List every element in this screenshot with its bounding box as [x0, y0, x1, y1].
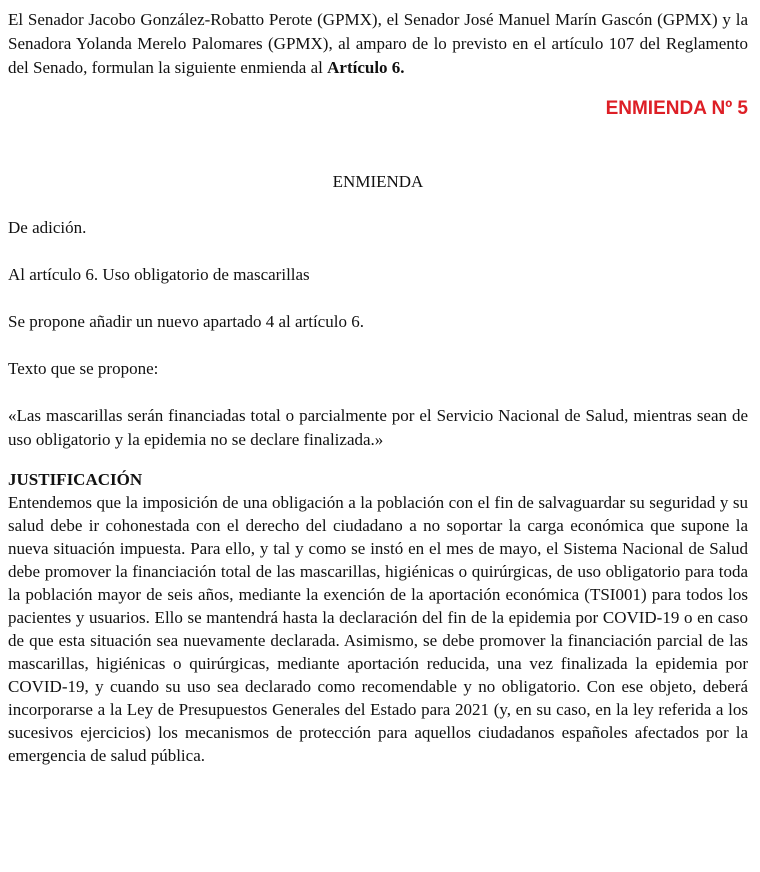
addition-type-line: De adición. — [8, 218, 87, 237]
amendment-number-heading: ENMIENDA Nº 5 — [605, 98, 748, 119]
proposed-text-quote: «Las mascarillas serán financiadas total o parcialmente por el Servicio Nacional de Salud, mientras sean de uso obligatorio y la epidemia no se declare finalizada.» — [8, 406, 748, 449]
proposed-text-label: Texto que se propone: — [8, 359, 159, 378]
enmienda-section-heading: ENMIENDA — [332, 172, 424, 191]
intro-bold-article-reference: Artículo 6. — [327, 58, 405, 77]
article-reference-line: Al artículo 6. Uso obligatorio de mascarillas — [8, 265, 310, 284]
intro-text: El Senador Jacobo González-Robatto Perote (GPMX), el Senador José Manuel Marín Gascón (GPMX) y la Senadora Yolanda Merelo Palomares (GPMX), al amparo de lo previsto en el artículo 107 del Reglamento del Senado, formulan la siguiente enmienda al — [8, 10, 748, 77]
intro-paragraph — [8, 8, 748, 80]
justification-heading: JUSTIFICACIÓN — [8, 470, 143, 489]
justification-body: Entendemos que la imposición de una obligación a la población con el fin de salvaguardar su seguridad y su salud debe ir cohonestada con el derecho del ciudadano a no soportar la carga económica que supone la nueva situación impuesta. Para ello, y tal y como se instó en el mes de mayo, el Sistema Nacional de Salud debe promover la financiación total de las mascarillas, higiénicas o quirúrgicas, de uso obligatorio para toda la población mayor de seis años, mediante la exención de la aportación económica (TSI001) para todos los pacientes y usuarios. Ello se mantendrá hasta la declaración del fin de la epidemia por COVID-19 o en caso de que esta situación sea nuevamente declarada. Asimismo, se debe promover la financiación parcial de las mascarillas, higiénicas o quirúrgicas, mediante aportación reducida, una vez finalizada la epidemia por COVID-19, y cuando su uso sea declarado como recomendable y no obligatorio. Con ese objeto, deberá incorporarse a la Ley de Presupuestos Generales del Estado para 2021 (y, en su caso, en la ley referida a los sucesivos ejercicios) los mecanismos de protección para aquellos ciudadanos españoles afectados por la emergencia de salud pública. — [8, 493, 748, 765]
proposal-line: Se propone añadir un nuevo apartado 4 al artículo 6. — [8, 312, 364, 331]
